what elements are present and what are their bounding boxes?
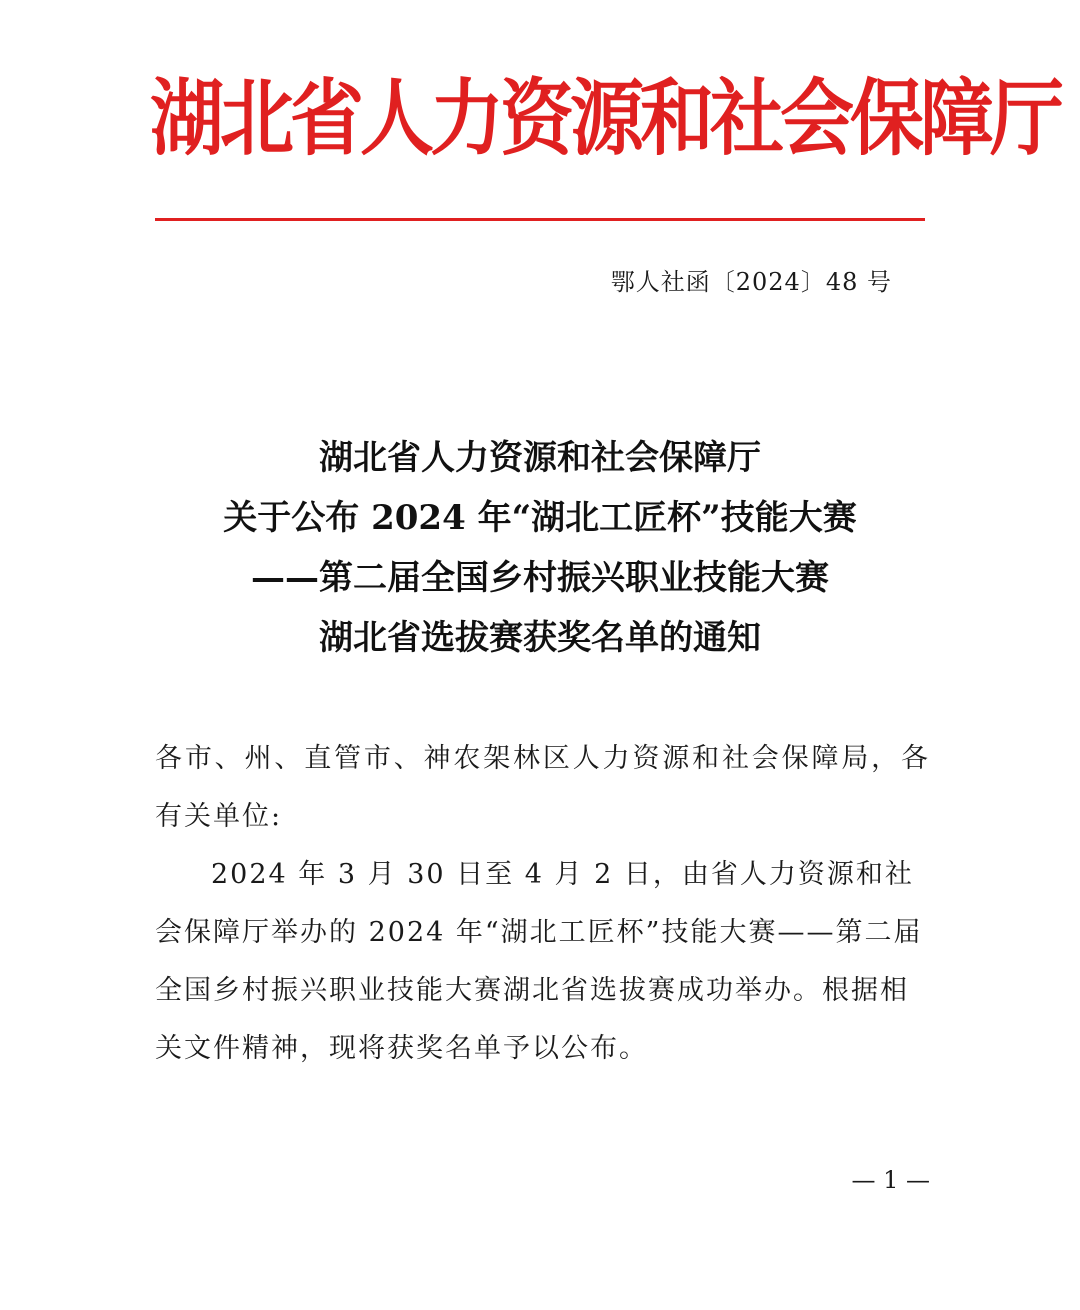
title-line-3: ——第二届全国乡村振兴职业技能大赛 (251, 558, 829, 598)
page-number: — 1 — (851, 1166, 930, 1194)
title-line-2: 关于公布 2024 年“湖北工匠杯”技能大赛 (223, 498, 857, 538)
title-line-4: 湖北省选拔赛获奖名单的通知 (319, 618, 761, 658)
salutation: 各市、州、直管市、神农架林区人力资源和社会保障局，各有关单位: (155, 743, 930, 832)
title-line-1: 湖北省人力资源和社会保障厅 (319, 438, 761, 478)
notice-body (155, 730, 930, 1078)
red-header-rule (155, 218, 925, 221)
document-number: 鄂人社函〔2024〕48 号 (610, 268, 892, 296)
agency-masthead: 湖北省人力资源和社会保障厅 (150, 70, 1060, 168)
body-paragraph: 2024 年 3 月 30 日至 4 月 2 日，由省人力资源和社会保障厅举办的 2024 年“湖北工匠杯”技能大赛——第二届全国乡村振兴职业技能大赛湖北省选拔赛成功举办。根据相关文件精神，现将获奖名单予以公布。 (155, 859, 923, 1064)
notice-title (100, 428, 980, 668)
